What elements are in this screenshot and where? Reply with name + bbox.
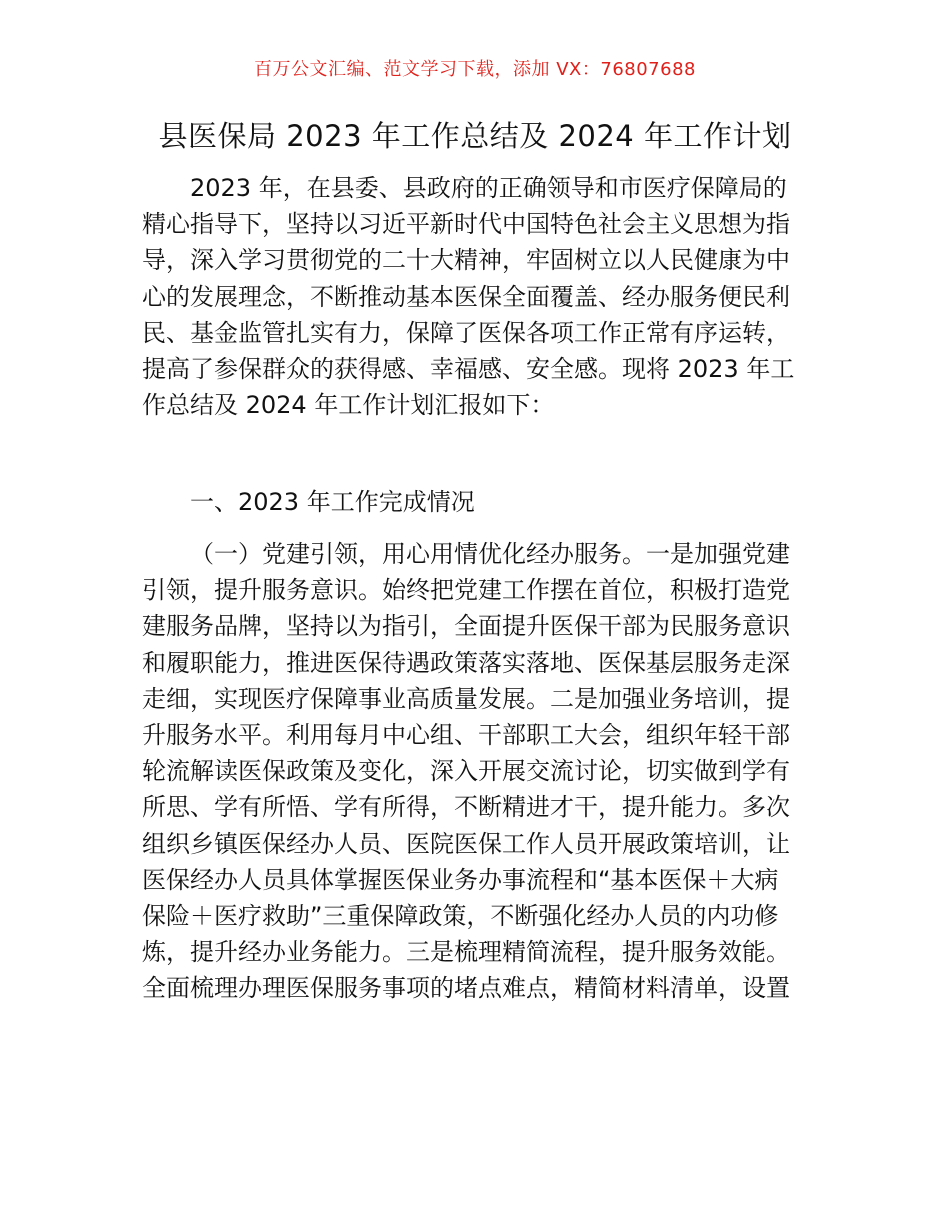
paragraph-line: 导，深入学习贯彻党的二十大精神，牢固树立以人民健康为中 <box>142 246 790 275</box>
paragraph-line: 炼，提升经办业务能力。三是梳理精简流程，提升服务效能。 <box>142 938 790 967</box>
paragraph-line: 精心指导下，坚持以习近平新时代中国特色社会主义思想为指 <box>142 210 790 239</box>
paragraph-line: 全面梳理办理医保服务事项的堵点难点，精简材料清单，设置 <box>142 974 790 1003</box>
paragraph-line: 组织乡镇医保经办人员、医院医保工作人员开展政策培训，让 <box>142 829 790 858</box>
paragraph-line: 轮流解读医保政策及变化，深入开展交流讨论，切实做到学有 <box>142 757 790 786</box>
paragraph-line: 提高了参保群众的获得感、幸福感、安全感。现将 2023 年工 <box>142 355 795 384</box>
paragraph-line: （一）党建引领，用心用情优化经办服务。一是加强党建 <box>190 540 790 568</box>
document-title: 县医保局 2023 年工作总结及 2024 年工作计划 <box>158 119 792 153</box>
paragraph-line: 引领，提升服务意识。始终把党建工作摆在首位，积极打造党 <box>142 576 790 605</box>
party-building-paragraph <box>142 536 812 1007</box>
paragraph-line: 医保经办人员具体掌握医保业务办事流程和“基本医保＋大病 <box>142 865 779 894</box>
intro-paragraph <box>142 170 812 423</box>
paragraph-line: 建服务品牌，坚持以为指引，全面提升医保干部为民服务意识 <box>142 612 790 641</box>
paragraph-line: 作总结及 2024 年工作计划汇报如下： <box>142 391 555 420</box>
paragraph-line: 和履职能力，推进医保待遇政策落实落地、医保基层服务走深 <box>142 648 790 677</box>
section-heading <box>142 484 812 520</box>
paragraph-line: 保险＋医疗救助”三重保障政策，不断强化经办人员的内功修 <box>142 902 779 931</box>
paragraph-line: 所思、学有所悟、学有所得，不断精进才干，提升能力。多次 <box>142 793 790 822</box>
paragraph-line: 民、基金监管扎实有力，保障了医保各项工作正常有序运转， <box>142 318 790 347</box>
paragraph-line: 心的发展理念，不断推动基本医保全面覆盖、经办服务便民利 <box>142 282 790 311</box>
watermark-header: 百万公文汇编、范文学习下载，添加 VX：76807688 <box>254 59 696 80</box>
paragraph-line: 走细，实现医疗保障事业高质量发展。二是加强业务培训，提 <box>142 684 790 713</box>
section-heading-text: 一、2023 年工作完成情况 <box>190 488 475 516</box>
paragraph-line: 升服务水平。利用每月中心组、干部职工大会，组织年轻干部 <box>142 721 790 750</box>
paragraph-line: 2023 年，在县委、县政府的正确领导和市医疗保障局的 <box>190 174 787 202</box>
